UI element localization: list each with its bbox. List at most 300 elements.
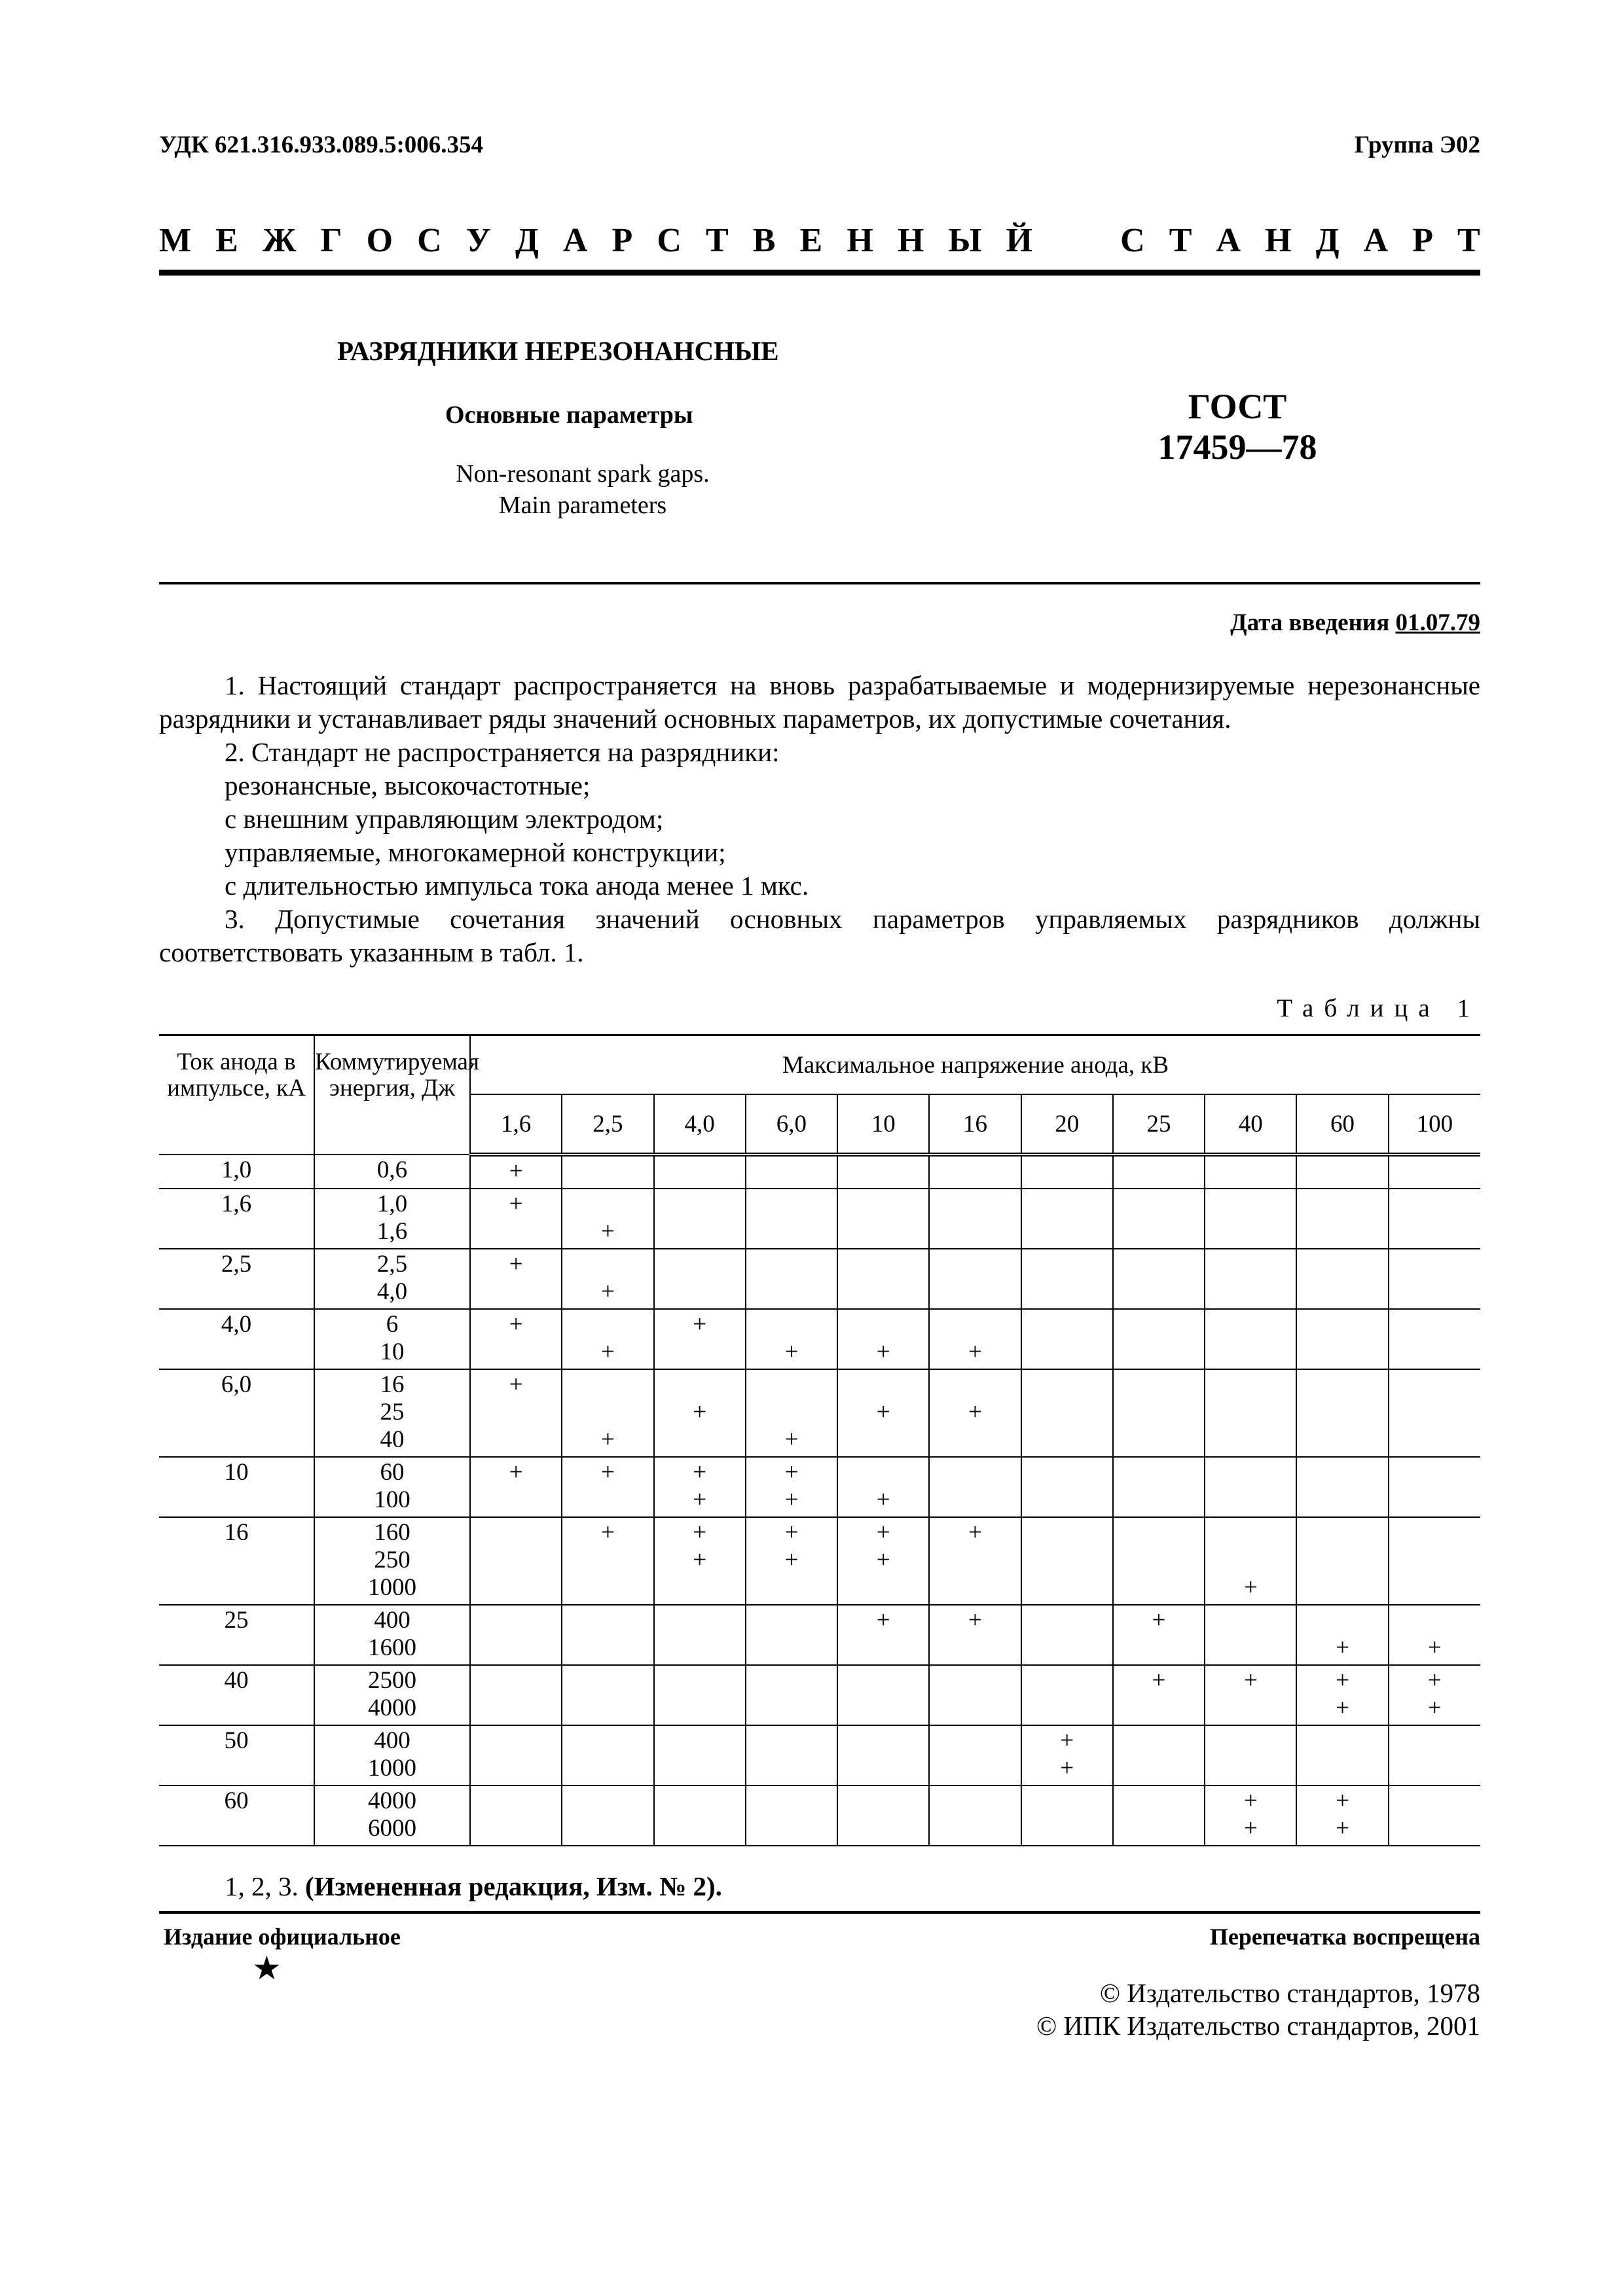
banner-letter: Т <box>1169 222 1192 259</box>
mark-cell <box>1296 1605 1388 1665</box>
exclusion-item: с длительностью импульса тока анода менее 1 мкс. <box>225 870 809 901</box>
current-cell: 10 <box>159 1457 314 1517</box>
mark-cell <box>837 1665 929 1725</box>
mark-cell <box>837 1155 929 1189</box>
mark-cell <box>1113 1457 1205 1517</box>
plus-mark <box>1205 1695 1296 1722</box>
energy-value: 400 <box>374 1607 410 1634</box>
mark-cell <box>1296 1457 1388 1517</box>
current-cell: 1,6 <box>159 1189 314 1249</box>
mark-cell <box>1389 1605 1480 1665</box>
mark-cell <box>746 1665 837 1725</box>
plus-mark <box>1297 1607 1387 1634</box>
plus-mark: + <box>1336 1634 1349 1661</box>
mark-cell <box>1296 1665 1388 1725</box>
mark-cell <box>1296 1785 1388 1846</box>
mark-cell <box>1113 1309 1205 1369</box>
mark-cell <box>929 1249 1021 1309</box>
mark-cell <box>562 1517 653 1605</box>
mark-cell <box>837 1309 929 1369</box>
plus-mark: + <box>1060 1727 1074 1754</box>
banner-letter: Т <box>1457 222 1480 259</box>
banner-letter: Е <box>799 222 823 259</box>
energy-value: 1,0 <box>376 1191 408 1217</box>
mark-cell <box>654 1189 746 1249</box>
mark-cell <box>1296 1725 1388 1785</box>
current-cell: 16 <box>159 1517 314 1605</box>
voltage-header: 4,0 <box>654 1094 746 1155</box>
mark-cell <box>654 1665 746 1725</box>
mark-cell <box>1113 1369 1205 1457</box>
plus-mark <box>1114 1634 1204 1662</box>
mark-cell <box>654 1309 746 1369</box>
mark-cell <box>837 1785 929 1846</box>
mark-cell <box>470 1189 562 1249</box>
plus-mark <box>471 1278 561 1306</box>
mark-cell <box>1296 1189 1388 1249</box>
intro-date-label: Дата введения <box>1230 609 1390 636</box>
energy-value: 100 <box>374 1486 410 1513</box>
energy-value: 1,6 <box>376 1218 408 1245</box>
banner-letter: А <box>562 222 588 259</box>
table-row <box>159 1605 1480 1665</box>
banner-letter: Ы <box>948 222 982 259</box>
mark-cell <box>1021 1725 1113 1785</box>
mark-cell <box>837 1725 929 1785</box>
mark-cell <box>1205 1155 1296 1189</box>
banner-letter: Н <box>1265 222 1292 259</box>
paragraph-1: 1. Настоящий стандарт распространяется на вновь разрабатываемые и модернизируемые нерезонансные разрядники и устанавливает ряды значений основных параметров, их допустимые сочетания. <box>159 670 1480 734</box>
table-row <box>159 1309 1480 1369</box>
mark-cell <box>1389 1725 1480 1785</box>
plus-mark: + <box>1336 1695 1349 1721</box>
mark-cell <box>1205 1189 1296 1249</box>
mark-cell <box>1113 1605 1205 1665</box>
mark-cell <box>562 1785 653 1846</box>
header-rule <box>159 270 1480 276</box>
energy-value: 16 <box>380 1371 405 1398</box>
voltage-header: 20 <box>1021 1094 1113 1155</box>
banner-letter: С <box>1120 222 1145 259</box>
plus-mark <box>930 1371 1020 1399</box>
mark-cell <box>929 1189 1021 1249</box>
current-cell: 25 <box>159 1605 314 1665</box>
plus-mark: + <box>876 1547 890 1573</box>
mark-cell <box>746 1457 837 1517</box>
energy-cell <box>314 1249 470 1309</box>
voltage-header: 10 <box>837 1094 929 1155</box>
banner-letter: О <box>366 222 393 259</box>
mark-cell <box>1113 1665 1205 1725</box>
energy-value: 160 <box>374 1519 410 1546</box>
mark-cell <box>1296 1155 1388 1189</box>
amendment-text: (Измененная редакция, Изм. № 2). <box>305 1871 722 1901</box>
plus-mark: + <box>876 1607 890 1634</box>
plus-mark: + <box>509 1371 523 1398</box>
energy-cell <box>314 1665 470 1725</box>
mark-cell <box>470 1369 562 1457</box>
plus-mark <box>562 1251 653 1278</box>
mark-cell <box>1296 1249 1388 1309</box>
mark-cell <box>837 1457 929 1517</box>
mark-cell <box>562 1457 653 1517</box>
mark-cell <box>746 1309 837 1369</box>
banner-letter: Ж <box>262 222 297 259</box>
banner-letter: У <box>465 222 491 259</box>
voltage-header: 40 <box>1205 1094 1296 1155</box>
plus-mark: + <box>784 1486 799 1513</box>
table-row <box>159 1155 1480 1189</box>
title-rule <box>159 582 1480 584</box>
mark-cell <box>1113 1155 1205 1189</box>
plus-mark <box>838 1459 928 1486</box>
banner-word-gap <box>1057 221 1096 260</box>
banner-letter: Д <box>1315 222 1340 259</box>
mark-cell <box>1205 1665 1296 1725</box>
plus-mark <box>838 1634 928 1662</box>
plus-mark <box>1389 1607 1480 1634</box>
banner-letter: Е <box>215 222 238 259</box>
plus-mark: + <box>693 1459 707 1486</box>
plus-mark <box>838 1574 928 1602</box>
header-energy: Коммутируемая энергия, Дж <box>314 1035 470 1155</box>
plus-mark <box>1205 1547 1296 1574</box>
mark-cell <box>837 1249 929 1309</box>
plus-mark <box>930 1574 1020 1602</box>
mark-cell <box>1021 1605 1113 1665</box>
plus-mark: + <box>600 1519 615 1546</box>
plus-mark: + <box>1243 1667 1258 1694</box>
energy-value: 4000 <box>368 1787 416 1814</box>
plus-mark <box>562 1574 653 1602</box>
banner-letter: С <box>417 222 442 259</box>
table-row <box>159 1369 1480 1457</box>
exclusion-item: резонансные, высокочастотные; <box>225 770 591 800</box>
banner-letter: А <box>1363 222 1389 259</box>
mark-cell <box>470 1155 562 1189</box>
copyright-line: © ИПК Издательство стандартов, 2001 <box>1036 2011 1480 2041</box>
plus-mark <box>562 1547 653 1574</box>
plus-mark <box>655 1426 745 1454</box>
plus-mark: + <box>509 1251 523 1278</box>
plus-mark: + <box>600 1278 615 1305</box>
mark-cell <box>929 1665 1021 1725</box>
intro-date <box>1230 609 1480 637</box>
plus-mark <box>471 1338 561 1366</box>
table-body <box>159 1155 1480 1846</box>
plus-mark: + <box>600 1426 615 1453</box>
table-row <box>159 1665 1480 1725</box>
mark-cell <box>1205 1369 1296 1457</box>
mark-cell <box>1021 1665 1113 1725</box>
udk-code: УДК 621.316.933.089.5:006.354 <box>159 132 484 158</box>
banner-letter: Т <box>706 222 729 259</box>
current-cell: 60 <box>159 1785 314 1846</box>
energy-cell <box>314 1457 470 1517</box>
current-cell: 1,0 <box>159 1155 314 1189</box>
energy-cell <box>314 1309 470 1369</box>
copyright-line: © Издательство стандартов, 1978 <box>1099 1978 1480 2008</box>
energy-value: 10 <box>380 1338 405 1365</box>
paragraph-2: 2. Стандарт не распространяется на разрядники: <box>225 737 780 767</box>
mark-cell <box>929 1155 1021 1189</box>
plus-mark <box>562 1399 653 1426</box>
table-row <box>159 1189 1480 1249</box>
mark-cell <box>1113 1189 1205 1249</box>
plus-mark <box>930 1311 1020 1338</box>
voltage-header: 6,0 <box>746 1094 837 1155</box>
mark-cell <box>746 1785 837 1846</box>
plus-mark <box>471 1218 561 1246</box>
mark-cell <box>1205 1517 1296 1605</box>
plus-mark: + <box>1427 1667 1442 1694</box>
mark-cell <box>929 1369 1021 1457</box>
plus-mark: + <box>876 1519 890 1546</box>
mark-cell <box>562 1189 653 1249</box>
plus-mark: + <box>1243 1815 1258 1842</box>
mark-cell <box>1296 1517 1388 1605</box>
banner-letter: Н <box>897 222 924 259</box>
mark-cell <box>470 1665 562 1725</box>
plus-mark <box>930 1547 1020 1574</box>
mark-cell <box>562 1369 653 1457</box>
current-cell: 50 <box>159 1725 314 1785</box>
table-row <box>159 1725 1480 1785</box>
plus-mark: + <box>876 1486 890 1513</box>
mark-cell <box>1113 1517 1205 1605</box>
gost-number: 17459—78 <box>1158 427 1317 467</box>
mark-cell <box>1205 1605 1296 1665</box>
plus-mark: + <box>600 1459 615 1486</box>
english-title-line: Non-resonant spark gaps. <box>456 460 710 488</box>
plus-mark: + <box>693 1399 707 1426</box>
banner-letter: В <box>752 222 776 259</box>
mark-cell <box>654 1785 746 1846</box>
parameters-table <box>159 1034 1480 1846</box>
mark-cell <box>1021 1369 1113 1457</box>
energy-value: 25 <box>380 1399 405 1426</box>
mark-cell <box>470 1249 562 1309</box>
plus-mark: + <box>693 1486 707 1513</box>
mark-cell <box>654 1457 746 1517</box>
mark-cell <box>470 1457 562 1517</box>
plus-mark <box>930 1426 1020 1454</box>
mark-cell <box>1296 1309 1388 1369</box>
mark-cell <box>1205 1725 1296 1785</box>
mark-cell <box>1389 1249 1480 1309</box>
copyrights <box>1036 1977 1480 2042</box>
mark-cell <box>1021 1155 1113 1189</box>
body-text <box>159 669 1480 969</box>
table-row <box>159 1517 1480 1605</box>
energy-value: 2,5 <box>376 1251 408 1278</box>
document-subtitle: Основные параметры <box>445 401 693 429</box>
voltage-header: 25 <box>1113 1094 1205 1155</box>
gost-designation <box>1139 386 1336 467</box>
mark-cell <box>1021 1249 1113 1309</box>
energy-cell <box>314 1369 470 1457</box>
mark-cell <box>929 1605 1021 1665</box>
plus-mark: + <box>509 1459 523 1486</box>
energy-cell <box>314 1785 470 1846</box>
mark-cell <box>1021 1785 1113 1846</box>
plus-mark <box>471 1426 561 1454</box>
plus-mark: + <box>876 1338 890 1365</box>
intro-date-value: 01.07.79 <box>1395 609 1480 636</box>
plus-mark <box>655 1574 745 1602</box>
mark-cell <box>470 1725 562 1785</box>
current-cell: 2,5 <box>159 1249 314 1309</box>
banner-letter: Д <box>515 222 539 259</box>
mark-cell <box>562 1309 653 1369</box>
energy-value: 40 <box>380 1426 405 1453</box>
mark-cell <box>1389 1155 1480 1189</box>
plus-mark <box>1114 1695 1204 1722</box>
plus-mark: + <box>784 1519 799 1546</box>
plus-mark: + <box>1152 1667 1166 1694</box>
voltage-header: 16 <box>929 1094 1021 1155</box>
energy-value: 1000 <box>368 1755 416 1782</box>
plus-mark <box>838 1311 928 1338</box>
amendment-note <box>225 1871 722 1902</box>
mark-cell <box>562 1155 653 1189</box>
official-edition: Издание официальное <box>164 1924 401 1950</box>
energy-cell <box>314 1189 470 1249</box>
mark-cell <box>654 1605 746 1665</box>
energy-value: 4,0 <box>376 1278 408 1305</box>
table-row <box>159 1457 1480 1517</box>
document-title: РАЗРЯДНИКИ НЕРЕЗОНАНСНЫЕ <box>337 336 779 366</box>
amendment-prefix: 1, 2, 3. <box>225 1871 299 1901</box>
energy-value: 250 <box>374 1547 410 1573</box>
mark-cell <box>1389 1517 1480 1605</box>
plus-mark <box>930 1634 1020 1662</box>
plus-mark <box>562 1486 653 1514</box>
mark-cell <box>1389 1369 1480 1457</box>
header-voltage-group: Максимальное напряжение анода, кВ <box>470 1035 1480 1095</box>
energy-value: 6000 <box>368 1815 416 1842</box>
plus-mark: + <box>1152 1607 1166 1634</box>
energy-value: 1600 <box>368 1634 416 1661</box>
table-caption: Таблица 1 <box>1277 994 1480 1022</box>
mark-cell <box>837 1517 929 1605</box>
mark-cell <box>1205 1785 1296 1846</box>
mark-cell <box>470 1517 562 1605</box>
plus-mark: + <box>1427 1695 1442 1721</box>
mark-cell <box>470 1605 562 1665</box>
mark-cell <box>746 1189 837 1249</box>
plus-mark: + <box>968 1399 982 1426</box>
mark-cell <box>1389 1457 1480 1517</box>
voltage-header: 1,6 <box>470 1094 562 1155</box>
mark-cell <box>746 1369 837 1457</box>
mark-cell <box>837 1369 929 1457</box>
energy-value: 2500 <box>368 1667 416 1694</box>
plus-mark <box>746 1371 837 1399</box>
banner-letter: Г <box>320 222 342 259</box>
energy-value: 6 <box>386 1311 399 1338</box>
mark-cell <box>562 1249 653 1309</box>
english-title-line: Main parameters <box>498 492 667 519</box>
banner-letter: Р <box>611 222 633 259</box>
mark-cell <box>1205 1249 1296 1309</box>
star-icon: ★ <box>252 1950 282 1986</box>
plus-mark: + <box>693 1519 707 1546</box>
plus-mark: + <box>784 1426 799 1453</box>
plus-mark <box>746 1399 837 1426</box>
table-row <box>159 1785 1480 1846</box>
english-title <box>367 458 799 521</box>
plus-mark: + <box>1336 1787 1349 1814</box>
banner-letter: Р <box>1412 222 1433 259</box>
plus-mark: + <box>968 1338 982 1365</box>
mark-cell <box>746 1249 837 1309</box>
mark-cell <box>470 1309 562 1369</box>
banner-letter: С <box>657 222 682 259</box>
plus-mark <box>838 1371 928 1399</box>
paragraph-3: 3. Допустимые сочетания значений основных параметров управляемых разрядников должны соответствовать указанным в табл. 1. <box>159 904 1480 967</box>
mark-cell <box>746 1725 837 1785</box>
mark-cell <box>1389 1665 1480 1725</box>
mark-cell <box>1113 1725 1205 1785</box>
plus-mark: + <box>1243 1787 1258 1814</box>
plus-mark <box>655 1371 745 1399</box>
energy-value: 0,6 <box>376 1157 408 1183</box>
mark-cell <box>654 1369 746 1457</box>
mark-cell <box>1389 1785 1480 1846</box>
mark-cell <box>837 1189 929 1249</box>
mark-cell <box>562 1725 653 1785</box>
mark-cell <box>929 1785 1021 1846</box>
plus-mark: + <box>1336 1667 1349 1694</box>
mark-cell <box>1113 1785 1205 1846</box>
mark-cell <box>837 1605 929 1665</box>
plus-mark <box>746 1311 837 1338</box>
mark-cell <box>562 1605 653 1665</box>
mark-cell <box>1021 1457 1113 1517</box>
mark-cell <box>1021 1309 1113 1369</box>
mark-cell <box>654 1249 746 1309</box>
plus-mark: + <box>693 1547 707 1573</box>
mark-cell <box>746 1517 837 1605</box>
mark-cell <box>1205 1457 1296 1517</box>
energy-cell <box>314 1155 470 1189</box>
banner-letter: Й <box>1006 222 1032 259</box>
plus-mark: + <box>509 1158 523 1185</box>
plus-mark: + <box>876 1399 890 1426</box>
plus-mark: + <box>509 1191 523 1217</box>
exclusion-item: с внешним управляющим электродом; <box>225 804 664 834</box>
energy-value: 4000 <box>368 1695 416 1721</box>
mark-cell <box>1021 1517 1113 1605</box>
plus-mark: + <box>1427 1634 1442 1661</box>
energy-value: 1000 <box>368 1574 416 1601</box>
energy-value: 60 <box>380 1459 405 1486</box>
plus-mark: + <box>600 1218 615 1245</box>
group-code: Группа Э02 <box>1354 132 1480 158</box>
plus-mark <box>838 1426 928 1454</box>
plus-mark: + <box>1243 1574 1258 1601</box>
plus-mark <box>1205 1519 1296 1547</box>
mark-cell <box>470 1785 562 1846</box>
standard-type-banner <box>159 221 1480 260</box>
plus-mark <box>562 1311 653 1338</box>
voltage-header: 60 <box>1296 1094 1388 1155</box>
mark-cell <box>1296 1369 1388 1457</box>
current-cell: 4,0 <box>159 1309 314 1369</box>
mark-cell <box>929 1457 1021 1517</box>
energy-cell <box>314 1725 470 1785</box>
